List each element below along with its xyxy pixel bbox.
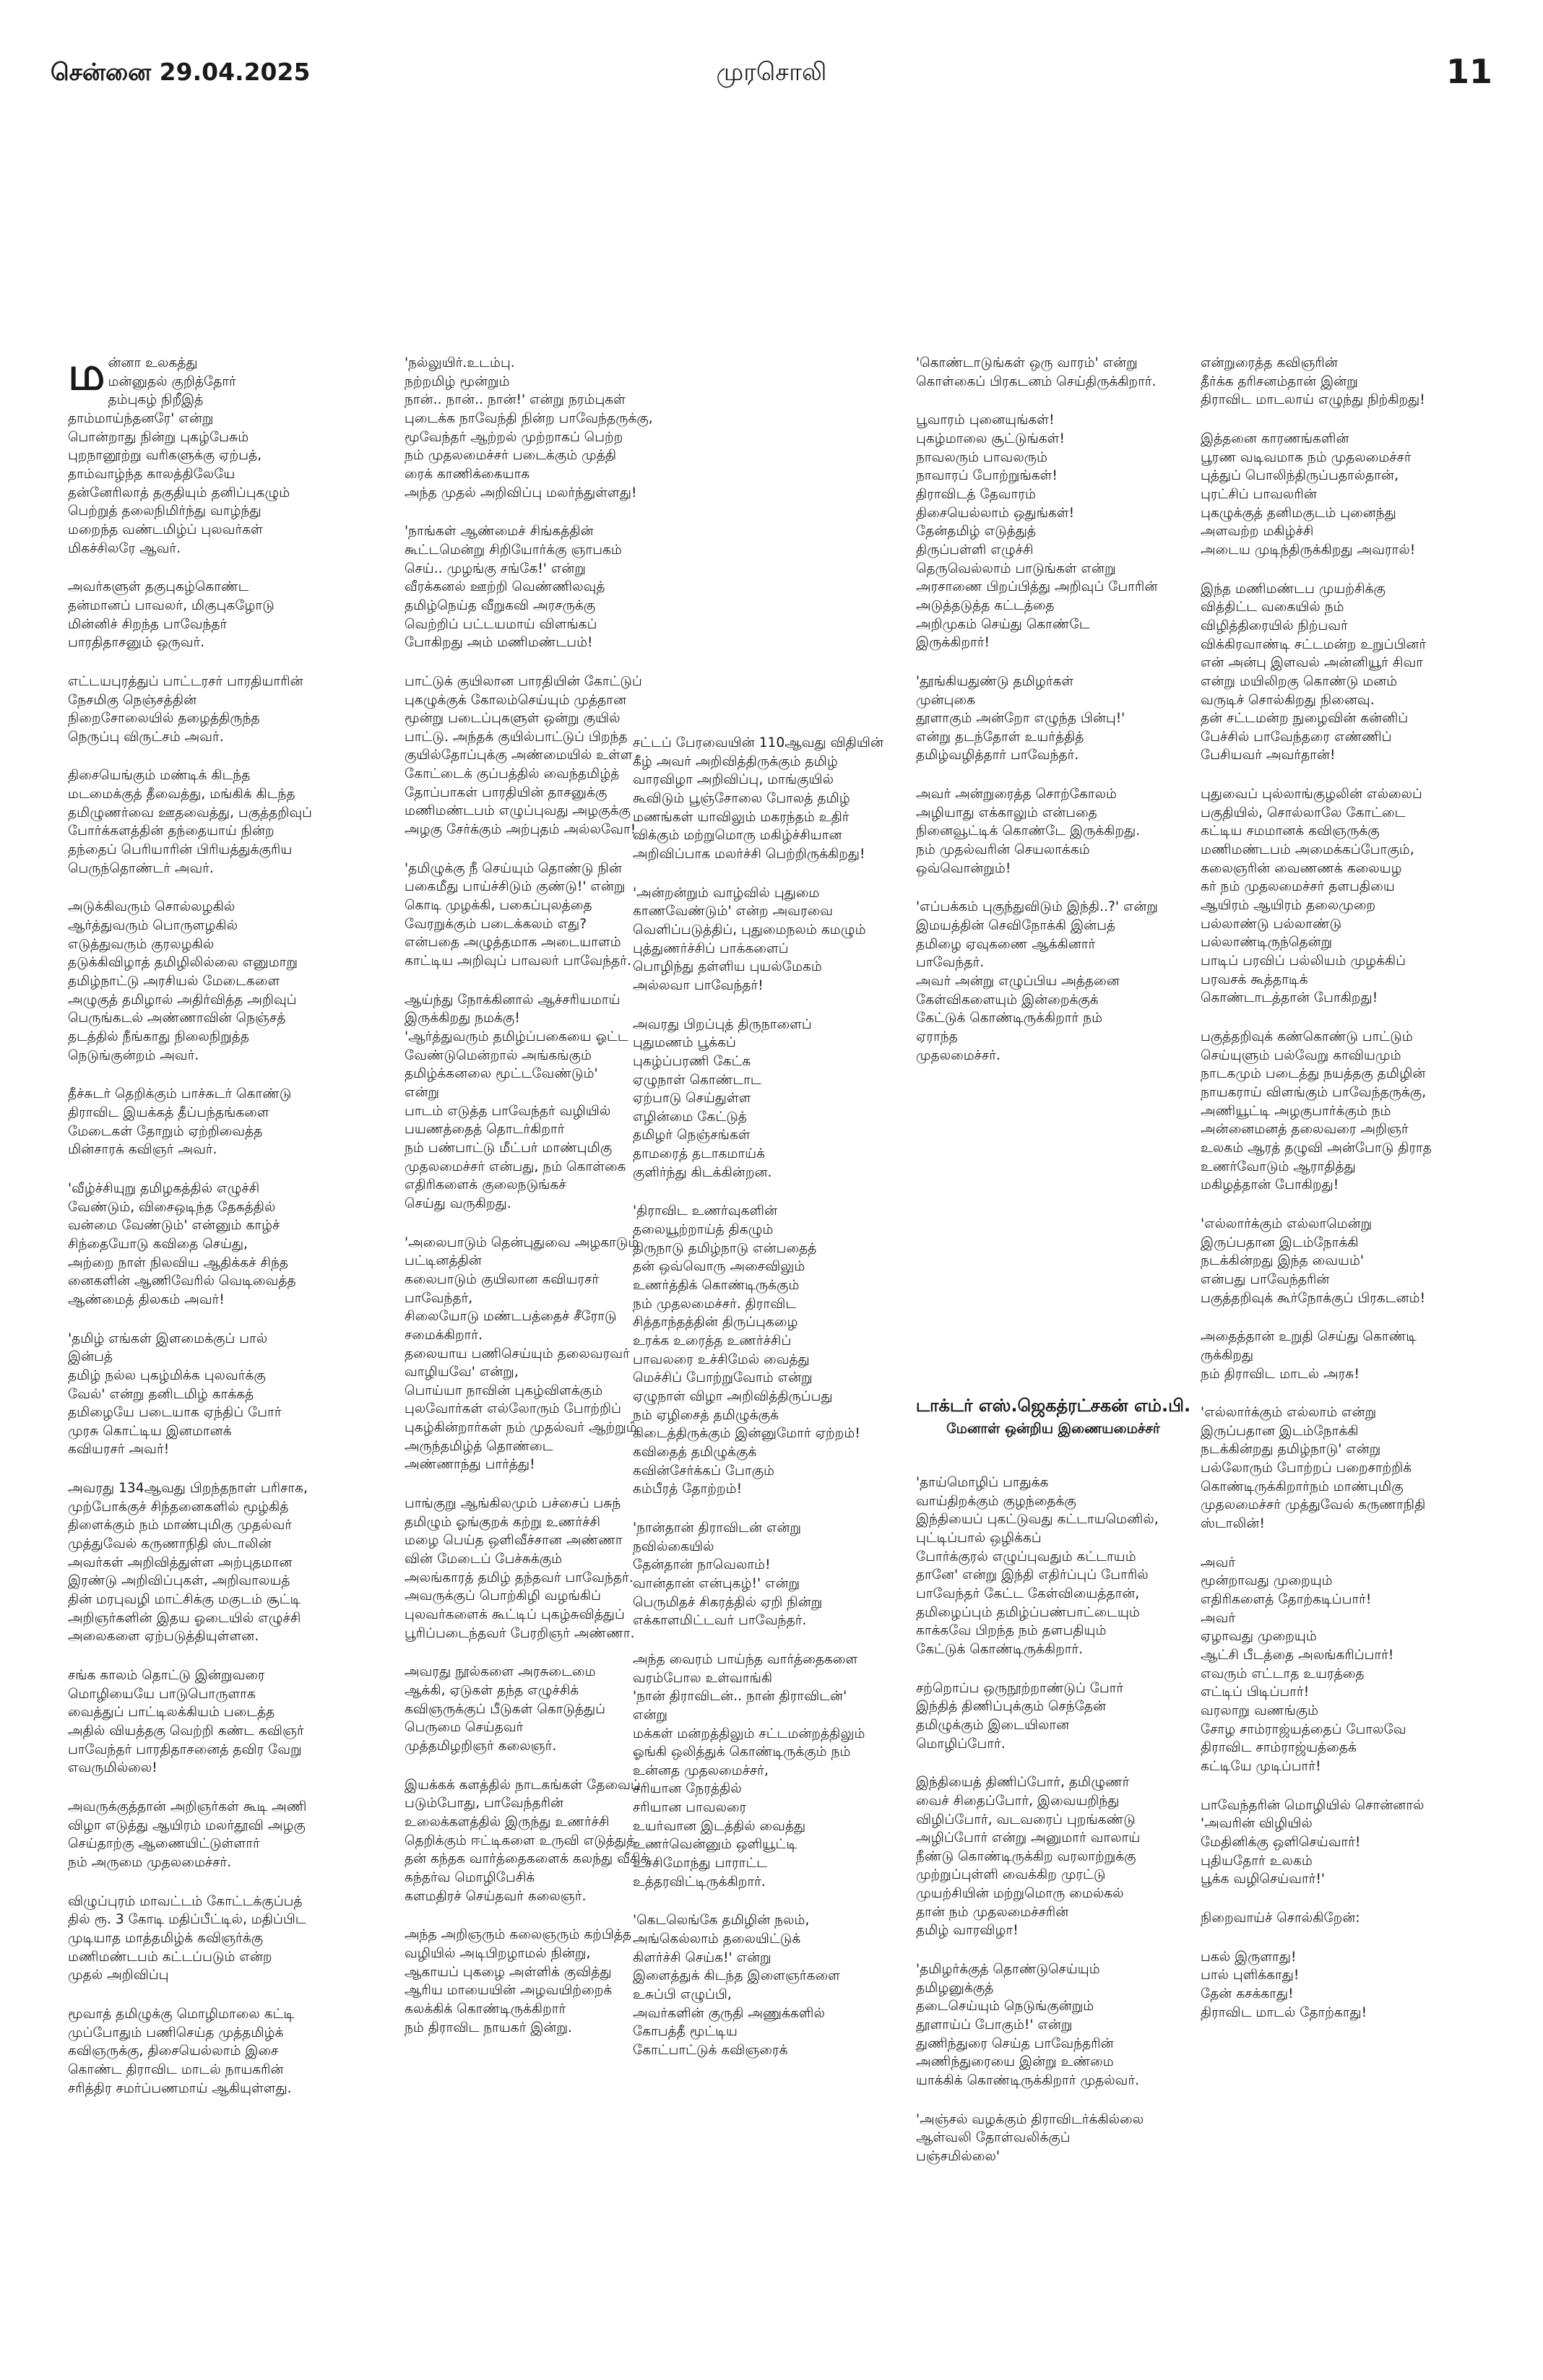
article-paragraph: 'எல்லார்க்கும் எல்லாமென்று இருப்பதான இடம்நோக்கி நடக்கின்றது இந்த வையம்' என்பது பாவேந்தரின் பகுத்தறிவுக் கூர்நோக்குப் பிரகடனம்! (1201, 1216, 1426, 1306)
drop-cap: ம (68, 347, 105, 401)
newspaper-name: முரசொலி (716, 58, 827, 87)
article-paragraph: 'அஞ்சல் வழக்கும் திராவிடர்க்கில்லை ஆள்வலி தோள்வலிக்குப் பஞ்சமில்லை' (916, 2111, 1144, 2164)
article-paragraph: திசையெங்கும் மண்டிக் கிடந்த மடமைக்குத் தீவைத்து, மங்கிக் கிடந்த தமிழுணர்வை ஊதவைத்து, பகுத்தறிவுப் போர்க்களத்தின் தந்தையாய் நின்ற தந்தைப் பெரியாரின் பிரியத்துக்குரிய பெருந்தொண்டர் அவர். (68, 768, 313, 876)
article-paragraph: நிறைவாய்ச் சொல்கிறேன்: (1201, 1910, 1360, 1926)
article-paragraph: பாங்குறு ஆங்கிலமும் பச்சைப் பசுந் தமிழும் ஓங்குறக் கற்று உணர்ச்சி மழை பெய்த ஒளிவீச்சான அண்ணா வின் மேடைப் பேச்சுக்கும் அலங்காரத் தமிழ் தந்தவர் பாவேந்தர். அவருக்குப் பொற்கிழி வழங்கிப் புலவர்களைக் கூட்டிப் புகழ்சுவித்துப் பூரிப்படைந்தவர் பேரறிஞர் அண்ணா. (405, 1496, 635, 1641)
article-paragraph: 'எல்லார்க்கும் எல்லாம் என்று இருப்பதான இடம்நோக்கி நடக்கின்றது தமிழ்நாடு' என்று பல்லோரும் போற்றப் பறைசாற்றிக் கொண்டிருக்கிறார்நம் மாண்புமிகு முதலமைச்சர் முத்துவேல் கருணாநிதி ஸ்டாலின்! (1201, 1405, 1426, 1532)
article-paragraph: 'திராவிட உணர்வுகளின் தலையூற்றாய்த் திகழும் திருநாடு தமிழ்நாடு என்பதைத் தன் ஒவ்வொரு அசைவிலும் உணர்த்திக் கொண்டிருக்கும் நம் முதலமைச்சர். திராவிட சித்தாந்தத்தின் திருப்புகழை உரக்க உரைத்த உணர்ச்சிப் பாவலரை உச்சிமேல் வைத்து மெச்சிப் போற்றுவோம் என்று ஏழுநாள் விழா அறிவித்திருப்பது நம் ஏழிசைத் தமிழுக்குக் கிடைத்திருக்கும் இன்னுமோர் ஏற்றம்! கவிதைத் தமிழுக்குக் கவின்சேர்க்கப் போகும் கம்பீரத் தோற்றம்! (633, 1203, 860, 1497)
column-4-lower (916, 1474, 1190, 2186)
column-1 (68, 347, 379, 2118)
article-paragraph: 'தூங்கியதுண்டு தமிழர்கள் முன்புகை தூளாகும் அன்றோ எழுந்த பின்பு!' என்று தடந்தோள் உயர்த்தித் தமிழ்வழித்தார் பாவேந்தர். (916, 673, 1125, 763)
article-paragraph: பகுத்தறிவுக் கண்கொண்டு பாட்டும் செய்யுளும் பல்வேறு காவியமும் நாடகமும் படைத்து நயத்தகு தமிழின் நாயகராய் விளங்கும் பாவேந்தருக்கு, அணியூட்டி அழகுபார்க்கும் நம் அன்னைமனத் தலைவரை அறிஞர் உலகம் ஆரத் தழுவி அன்போடு திராத உணர்வோடும் ஆராதித்து மகிழத்தான் போகிறது! (1201, 1029, 1432, 1193)
article-paragraph: சட்டப் பேரவையின் 110ஆவது விதியின் கீழ் அவர் அறிவித்திருக்கும் தமிழ் வாரவிழா அறிவிப்பு, மாங்குயில் கூவிடும் பூஞ்சோலை போலத் தமிழ் மணங்கள் யாவிலும் மகரந்தம் உதிர் விக்கும் மற்றுமொரு மகிழ்ச்சியான அறிவிப்பாக மலர்ச்சி பெற்றிருக்கிறது! (633, 735, 884, 862)
article-paragraph: இந்த மணிமண்டப முயற்சிக்கு வித்திட்ட வகையில் நம் விழித்திரையில் நிற்பவர் விக்கிரவாண்டி சட்டமன்ற உறுப்பினர் என் அன்பு இளவல் அன்னியூர் சிவா என்று மயிலிறகு கொண்டு மனம் வருடிச் சொல்கிறது நினைவு. தன் சட்டமன்ற நுழைவின் கன்னிப் பேச்சில் பாவேந்தரை எண்ணிப் பேசியவர் அவர்தான்! (1201, 581, 1427, 763)
masthead (51, 52, 1492, 95)
article-paragraph: சங்க காலம் தொட்டு இன்றுவரை மொழியையே பாடுபொருளாக வைத்துப் பாட்டிலக்கியம் படைத்த அதில் வியத்தகு வெற்றி கண்ட கவிஞர் பாவேந்தர் பாரதிதாசனைத் தவிர வேறு எவருமில்லை! (68, 1668, 304, 1776)
article-paragraph: 'தாய்மொழிப் பாதுக்க வாய்திறக்கும் குழந்தைக்கு இந்தியைப் புகட்டுவது கட்டாயமெனில், புட்டிப்பால் ஒழிக்கப் போர்க்குரல் எழுப்புவதும் கட்டாயம் தானே' என்று இந்தி எதிர்ப்புப் போரில் பாவேந்தர் கேட்ட கேள்வியைத்தான், தமிழைப்பும் தமிழ்ப்பண்பாட்டையும் காக்கவே பிறந்த நம் தளபதியும் கேட்டுக் கொண்டிருக்கிறார். (916, 1475, 1159, 1657)
article-paragraph: அவருக்குத்தான் அறிஞர்கள் கூடி அணி விழா எடுத்து ஆயிரம் மலர்தூவி அழகு செய்தாற்கு ஆணையிட்டுள்ளார் நம் அருமை முதலமைச்சர். (68, 1799, 307, 1870)
article-paragraph: மன்னா உலகத்து மன்னுதல் குறித்தோர் தம்புகழ் நிறீஇத் தாம்மாய்ந்தனரே' என்று பொன்றாது நின்று புகழ்பேசும் புறநானூற்று வரிகளுக்கு ஏற்பத், தாம்வாழ்ந்த காலத்திலேயே தன்னேரிலாத் தகுதியும் தனிப்புகழும் பெற்றுத் தலைநிமிர்ந்து வாழ்ந்து மறைந்த வண்டமிழ்ப் புலவர்கள் மிகச்சிலரே ஆவர். (68, 347, 290, 556)
article-paragraph: அந்த அறிஞரும் கலைஞரும் கற்பித்த வழியில் அடிபிறழாமல் நின்று, ஆகாயப் புகழை அள்ளிக் குவித்து ஆரிய மாயையின் அழவயிற்றைக் கலக்கிக் கொண்டிருக்கிறார் நம் திராவிட நாயகர் இன்று. (405, 1927, 632, 2035)
page-number: 11 (1445, 52, 1492, 91)
issue-date: சென்னை 29.04.2025 (51, 58, 311, 86)
article-paragraph: 'கொண்டாடுங்கள் ஒரு வாரம்' என்று கொள்கைப் பிரகடனம் செய்திருக்கிறார். (916, 355, 1157, 389)
article-paragraph: இயக்கக் களத்தில் நாடகங்கள் தேவைப் படும்போது, பாவேந்தரின் உலைக்களத்தில் இருந்து உணர்ச்சி தெறிக்கும் ஈட்டிகளை உருவி எடுத்துத் தன் கந்தக வார்த்தைகளைக் கலந்து வீசிக் கந்தர்வ மொழிபேசிக் களமதிரச் செய்தவர் கலைஞர். (405, 1777, 649, 1904)
article-paragraph: 'தமிழ் எங்கள் இளமைக்குப் பால் இன்பத் தமிழ் நல்ல புகழ்மிக்க புலவர்க்கு வேல்' என்று தனிடமிழ் காக்கத் தமிழையே படையாக ஏந்திப் போர் முரசு கொட்டிய இனமானக் கவியரசர் அவர்! (68, 1330, 282, 1458)
article-paragraph: 'தமிழர்க்குத் தொண்டுசெய்யும் தமிழனுக்குத் தடைசெய்யும் நெடுங்குன்றும் தூளாய்ப் போகும்!' என்று துணிந்துரை செய்த பாவேந்தரின் அணிந்துரையை இன்று உண்மை யாக்கிக் கொண்டிருக்கிறார் முதல்வர். (916, 1962, 1140, 2089)
column-4 (916, 354, 1190, 1085)
article-paragraph: புதுவைப் புல்லாங்குழலின் எல்லைப் பகுதியில், சொல்லாலே கோட்டை கட்டிய சமமானக் கவிஞருக்கு மணிமண்டபம் அமைக்கப்போகும், கலைஞரின் வைணணக் கலையழ கர் நம் முதலமைச்சர் தளபதியை ஆயிரம் ஆயிரம் தலைமுறை பல்லாண்டு பல்லாண்டு பல்லாண்டிருந்தென்று பாடிப் பரவிப் பல்லியம் முழக்கிப் பரவசக் கூத்தாடிக் கொண்டாடத்தான் போகிறது! (1201, 787, 1422, 1006)
column-5 (1201, 354, 1475, 2042)
article-paragraph: அடுக்கிவரும் சொல்லழகில் ஆர்த்துவரும் பொருளழகில் எடுத்துவரும் குரலழகில் தடுக்கிவிழாத் தமிழிலில்லை எனுமாறு தமிழ்நாட்டு அரசியல் மேடைகளை அழுகுத் தமிழால் அதிர்வித்த அறிவுப் பெருங்கடல் அண்ணாவின் நெஞ்சத் தடத்தில் நீங்காது நிலைநிறுத்த நெடுங்குன்றம் அவர். (68, 899, 298, 1063)
article-paragraph: என்றுரைத்த கவிஞரின் தீர்க்க தரிசனம்தான் இன்று திராவிட மாடலாய் எழுந்து நிற்கிறது! (1201, 355, 1425, 408)
article-paragraph: 'வீழ்ச்சியுறு தமிழகத்தில் எழுச்சி வேண்டும், விசைஒடிந்த தேகத்தில் வன்மை வேண்டும்' என்னும் காழ்ச் சிந்தையோடு கவிதை செய்து, அற்றை நாள் நிலவிய ஆதிக்கச் சிந்த னைகளின் ஆணிவேரில் வெடிவைத்த ஆண்மைத் திலகம் அவர்! (68, 1180, 296, 1307)
article-paragraph: அவரது பிறப்புத் திருநாளைப் புதுமணம் பூக்கப் புகழ்ப்பரணி கேட்க ஏழுநாள் கொண்டாட ஏற்பாடு செய்துள்ள எழின்மை கேட்டுத் தமிழர் நெஞ்சங்கள் தாமரைத் தடாகமாய்க் குளிர்ந்து கிடக்கின்றன. (633, 1016, 812, 1180)
article-paragraph: சற்றொப்ப ஒருநூற்றாண்டுப் போர் இந்தித் திணிப்புக்கும் செந்தேன் தமிழுக்கும் இடையிலான மொழிப்போர். (916, 1680, 1124, 1752)
article-paragraph: விழுப்புரம் மாவட்டம் கோட்டக்குப்பத் தில் ரூ. 3 கோடி மதிப்பீட்டில், மதிப்பிட முடியாத மாத்தமிழ்க் கவிஞர்க்கு மணிமண்டபம் கட்டப்படும் என்ற முதல் அறிவிப்பு (68, 1893, 306, 1983)
article-paragraph: அதைத்தான் உறுதி செய்து கொண்டி ருக்கிறது நம் திராவிட மாடல் அரசு! (1201, 1329, 1417, 1382)
article-paragraph: 'கெடலெங்கே தமிழின் நலம், அங்கெல்லாம் தலையிட்டுக் கிளர்ச்சி செய்க!' என்று இளைத்துக் கிடந்த இளைஞர்களை உசுப்பி எழுப்பி, அவர்களின் குருதி அணுக்களில் கோபத்தீ மூட்டிய கோட்பாட்டுக் கவிஞரைக் (633, 1913, 840, 2058)
article-paragraph: பாவேந்தரின் மொழியில் சொன்னால் 'அவரின் விழியில் மேதினிக்கு ஒளிசெய்வார்! புதியதோர் உலகம் பூக்க வழிசெய்வார்!' (1201, 1797, 1425, 1887)
article-paragraph: அவரது 134ஆவது பிறந்தநாள் பரிசாக, முற்போக்குச் சிந்தனைகளில் மூழ்கித் திளைக்கும் நம் மாண்புமிகு முதல்வர் முத்துவேல் கருணாநிதி ஸ்டாலின் அவர்கள் அறிவித்துள்ள அற்புதமான இரண்டு அறிவிப்புகள், அறிவாலயத் தின் மரபுவழி மாட்சிக்கு மகுடம் சூட்டி அறிஞர்களின் இதய ஓடையில் எழுச்சி அலைகளை ஏற்படுத்தியுள்ளன. (68, 1481, 308, 1645)
article-paragraph: அவர் அன்றுரைத்த சொற்கோலம் அழியாது எக்காலும் என்பதை நினைவூட்டிக் கொண்டே இருக்கிறது. நம் முதல்வரின் செயலாக்கம் ஒவ்வொன்றும்! (916, 787, 1141, 876)
article-paragraph: அந்த வைரம் பாய்ந்த வார்த்தைகளை வரம்போல உள்வாங்கி 'நான் திராவிடன்.. நான் திராவிடன்' என்று மக்கள் மன்றத்திலும் சட்டமன்றத்திலும் ஓங்கி ஒலித்துக் கொண்டிருக்கும் நம் உன்னத முதலமைச்சர், சரியான நேரத்தில் சரியான பாவலரை உயர்வான இடத்தில் வைத்து உணர்வென்னும் ஒளியூட்டி உச்சிமோந்து பாராட்ட உத்தரவிட்டிருக்கிறார். (633, 1651, 865, 1890)
article-paragraph: பூவாரம் புனையுங்கள்! புகழ்மாலை சூட்டுங்கள்! நாவலரும் பாவலரும் நாவாரப் போற்றுங்கள்! திராவிடத் தேவாரம் திசையெல்லாம் ஒதுங்கள்! தேன்தமிழ் எடுத்துத் திருப்பள்ளி எழுச்சி தெருவெல்லாம் பாடுங்கள் என்று அரசாணை பிறப்பித்து அறிவுப் போரின் அடுத்தடுத்த கட்டத்தை அறிமுகம் செய்து கொண்டே இருக்கிறார்! (916, 412, 1158, 651)
article-paragraph: அவரது நூல்களை அரசுடைமை ஆக்கி, ஏடுகள் தந்த எழுச்சிக் கவிஞருக்குப் பீடுகள் கொடுத்துப் பெருமை செய்தவர் முத்தமிழறிஞர் கலைஞர். (405, 1664, 606, 1754)
article-paragraph: எட்டயபுரத்துப் பாட்டரசர் பாரதியாரின் நேசமிகு நெஞ்சத்தின் நிறைசோலையில் தழைத்திருந்த நெருப்பு விருட்சம் அவர். (68, 673, 303, 745)
article-paragraph: இந்தியைத் திணிப்போர், தமிழுணர் வைச் சிதைப்போர், இவையறிந்து விழிப்போர், வடவரைப் புறங்கண்டு அழிப்போர் என்று அனுமார் வாலாய் நீண்டு கொண்டிருக்கிற வரலாற்றுக்கு முற்றுப்புள்ளி வைக்கிற முரட்டு முயற்சியின் மற்றுமொரு மைல்கல் தான் நம் முதலமைச்சரின் தமிழ் வாரவிழா! (916, 1775, 1141, 1939)
article-paragraph: 'தமிழுக்கு நீ செய்யும் தொண்டு நின் பகைமீது பாய்ச்சிடும் குண்டு!' என்று கொடி முழக்கி, பகைப்புலத்தை வேரறுக்கும் படைக்கலம் எது? என்பதை அழுத்தமாக அடையாளம் காட்டிய அறிவுப் பாவலர் பாவேந்தர். (405, 860, 631, 969)
article-paragraph: அவர்களுள் தகுபுகழ்கொண்ட தன்மானப் பாவலர், மிகுபுகழோடு மின்னிச் சிறந்த பாவேந்தர் பாரதிதாசனும் ஒருவர். (68, 579, 275, 651)
article-paragraph: 'எப்பக்கம் புகுந்துவிடும் இந்தி..?' என்று இமயத்தின் செவிநோக்கி இன்பத் தமிழை ஏவுகணை ஆக்கினார் பாவேந்தர். அவர் அன்று எழுப்பிய அத்தனை கேள்விகளையும் இன்றைக்குக் கேட்டுக் கொண்டிருக்கிறார் நம் ஏராந்த முதலமைச்சர். (916, 899, 1158, 1063)
article-paragraph: பாட்டுக் குயிலான பாரதியின் கோட்டுப் புகழுக்குக் கோலம்செய்யும் முத்தான மூன்று படைப்புகளுள் ஒன்று குயில் பாட்டு. அந்தக் குயில்பாட்டுப் பிறந்த குயில்தோப்புக்கு அண்மையில் உள்ள கோட்டைக் குப்பத்தில் வைந்தமிழ்த் தோப்பாகள் பாரதியின் தாசனுக்கு மணிமண்டபம் எழுப்புவது அழகுக்கு அழகு சேர்க்கும் அற்புதம் அல்லவோ! (405, 673, 642, 838)
article-paragraph: 'அலைபாடும் தென்புதுவை அழகாடும் பட்டினத்தின் கலைபாடும் குயிலான கவியரசர் பாவேந்தர், சிலையோடு மண்டபத்தைச் சீரோடு சமைக்கிறார். தலையாய பணிசெய்யும் தலைவரவர் வாழியவே' என்று, பொய்யா நாவின் புகழ்விளக்கும் புலவோர்கள் எல்லோரும் போற்றிப் புகழ்கின்றார்கள் நம் முதல்வர் ஆற்றும் அருந்தமிழ்த் தொண்டை அண்ணாந்து பார்த்து! (405, 1234, 639, 1473)
article-paragraph: 'நல்லுயிர்.உடம்பு. நற்றமிழ் மூன்றும் நான்.. நான்.. நான்!' என்று நரம்புகள் புடைக்க நாவேந்தி நின்ற பாவேந்தருக்கு, மூவேந்தர் ஆற்றல் முற்றாகப் பெற்ற நம் முதலமைச்சர் படைக்கும் முத்தி ரைக் காணிக்கையாக அந்த முதல் அறிவிப்பு மலர்ந்துள்ளது! (405, 355, 653, 501)
article-paragraph: ஆய்ந்து நோக்கினால் ஆச்சரியமாய் இருக்கிறது நமக்கு! 'ஆர்த்துவரும் தமிழ்ப்பகையை ஓட்ட வேண்டுமென்றால் அங்கங்கும் தமிழ்க்கனலை மூட்டவேண்டும்' என்று பாடம் எடுத்த பாவேந்தர் வழியில் பயணத்தைத் தொடர்கிறார் நம் பண்பாட்டு மீட்பர் மாண்புமிகு முதலமைச்சர் என்பது, நம் கொள்கை எதிரிகளைக் குலைநடுங்கச் செய்து வருகிறது. (405, 992, 628, 1211)
author-name: டாக்டர் எஸ்.ஜெகத்ரட்சகன் எம்.பி. (915, 1395, 1191, 1416)
article-paragraph: 'அன்றன்றும் வாழ்வில் புதுமை காணவேண்டும்' என்ற அவரவை வெளிப்படுத்திப், புதுமைநலம் கமழும் புத்துணர்ச்சிப் பாக்களைப் பொழிந்து தள்ளிய புயல்மேகம் அல்லவா பாவேந்தர்! (633, 885, 866, 993)
article-paragraph: 'நாங்கள் ஆண்மைச் சிங்கத்தின் கூட்டமென்று சிறியோர்க்கு ஞாபகம் செய்.. முழங்கு சங்கே!' என்று வீரக்கனல் ஊற்றி வெண்ணிலவுத் தமிழ்நெய்த வீறுகவி அரசருக்கு வெற்றிப் பட்டயமாய் விளங்கப் போகிறது அம் மணிமண்டபம்! (405, 524, 622, 651)
article-paragraph: 'நான்தான் திராவிடன் என்று நவில்கையில் தேன்தான் நாவெலாம்! வான்தான் என்புகழ்!' என்று பெருமிதச் சிகரத்தில் ஏறி நின்று எக்காளமிட்டவர் பாவேந்தர். (633, 1520, 823, 1629)
author-role: மேனாள் ஒன்றிய இணையமைச்சர் (946, 1421, 1160, 1437)
author-byline (912, 1395, 1195, 1439)
article-paragraph: மூவாத் தமிழுக்கு மொழிமாலை கட்டி முப்போதும் பணிசெய்த முத்தமிழ்க் கவிஞருக்கு, திசையெல்லாம் இசை கொண்ட திராவிட மாடல் நாயகரின் சரித்திர சமர்ப்பணமாய் ஆகியுள்ளது. (68, 2006, 295, 2096)
article-paragraph: பகல் இருளாது! பால் புளிக்காது! தேன் கசக்காது! திராவிட மாடல் தோற்காது! (1201, 1949, 1367, 2020)
article-paragraph: தீச்சுடர் தெறிக்கும் பாச்சுடர் கொண்டு திராவிட இயக்கத் தீப்பந்தங்களை மேடைகள் தோறும் ஏற்றிவைத்த மின்சாரக் கவிஞர் அவர். (68, 1086, 292, 1158)
article-paragraph: இத்தனை காரணங்களின் பூரண வடிவமாக நம் முதலமைச்சர் புத்துப் பொலிந்திருப்பதால்தான், புரட்சிப் பாவலரின் புகழுக்குத் தனிமகுடம் புனைந்து அளவற்ற மகிழ்ச்சி அடைய முடிந்திருக்கிறது அவரால்! (1201, 430, 1416, 558)
article-paragraph: அவர் மூன்றாவது முறையும் எதிரிகளைத் தோற்கடிப்பார்! அவர் ஏழாவது முறையும் ஆட்சி பீடத்தை அலங்கரிப்பார்! எவரும் எட்டாத உயரத்தை எட்டிப் பிடிப்பார்! வரலாறு வணங்கும் சோழ சாம்ராஜ்யத்தைப் போலவே திராவிட சாம்ராஜ்யத்தைக் கட்டியே முடிப்பார்! (1201, 1554, 1406, 1774)
column-3 (633, 734, 943, 2080)
